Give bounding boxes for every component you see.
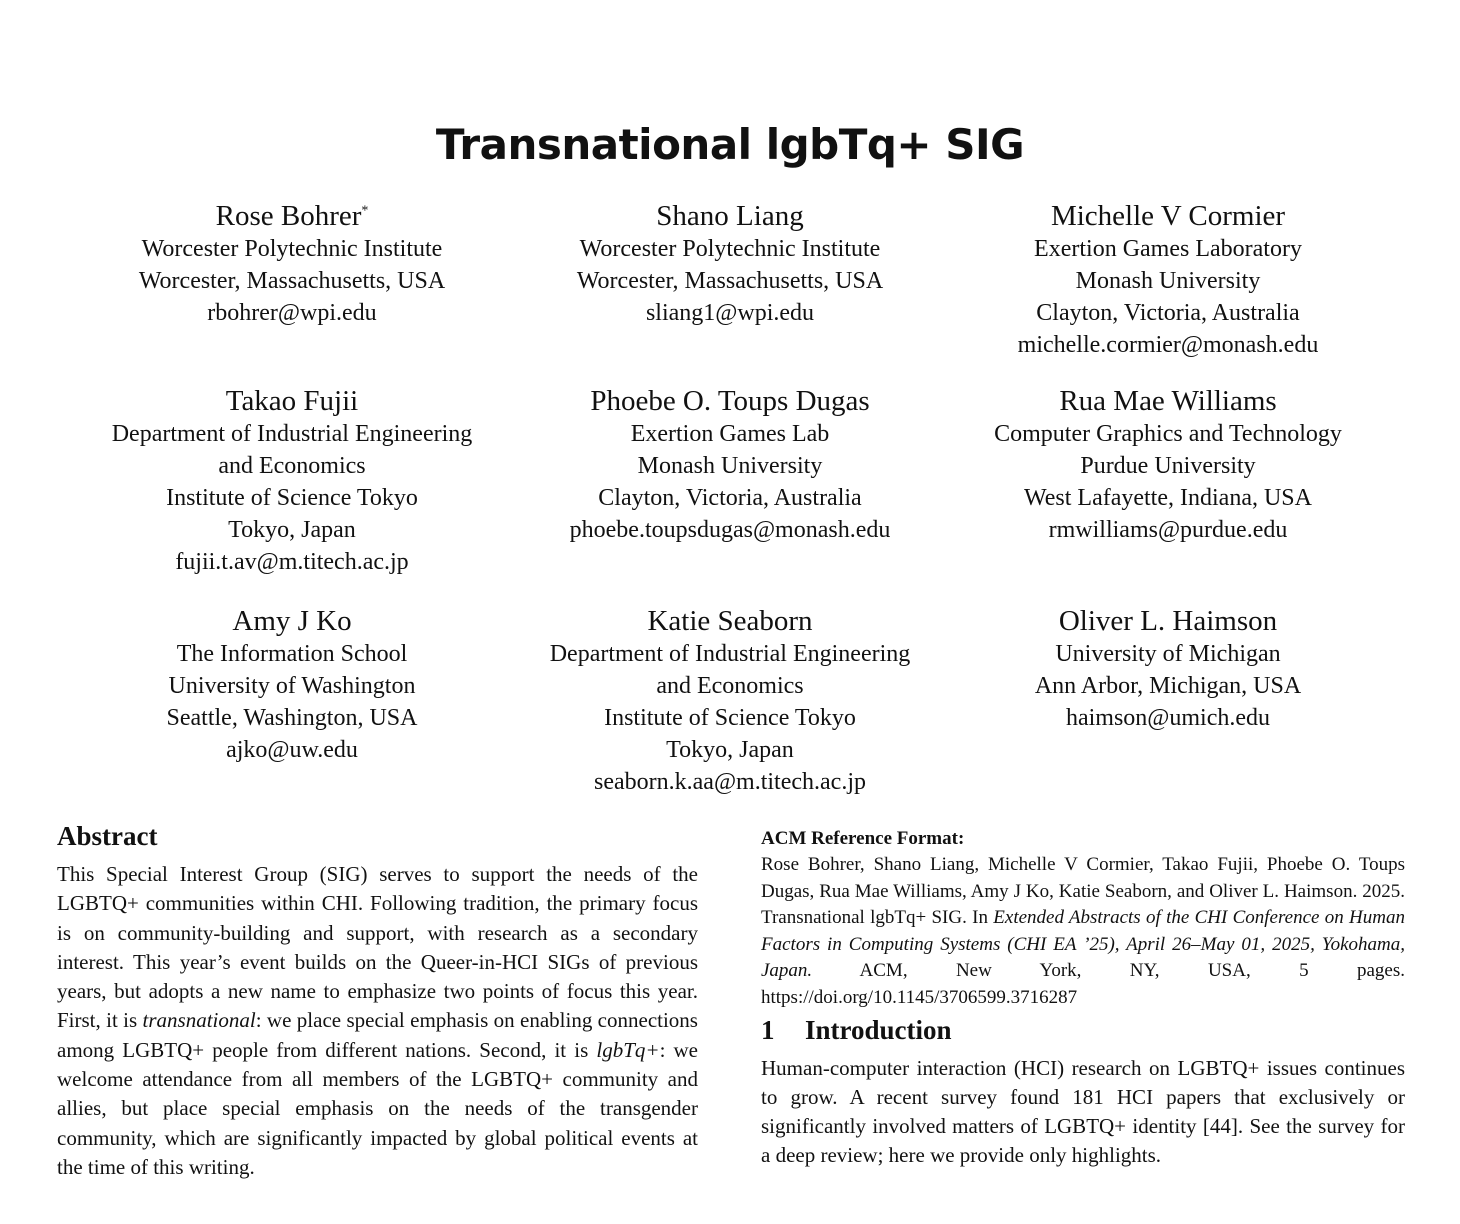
author-location: Tokyo, Japan bbox=[228, 517, 356, 543]
author-email[interactable]: sliang1@wpi.edu bbox=[645, 300, 815, 326]
author-name: Rua Mae Williams bbox=[1059, 385, 1277, 417]
author-affiliation: and Economics bbox=[656, 673, 804, 699]
author-block bbox=[510, 604, 950, 798]
section-number: 1 bbox=[761, 1014, 775, 1045]
author-affiliation: and Economics bbox=[218, 453, 366, 479]
author-name: Shano Liang bbox=[656, 200, 804, 232]
author-affiliation: Institute of Science Tokyo bbox=[604, 705, 856, 731]
author-location: Ann Arbor, Michigan, USA bbox=[1034, 673, 1302, 699]
author-location: Tokyo, Japan bbox=[666, 737, 794, 763]
author-email[interactable]: seaborn.k.aa@m.titech.ac.jp bbox=[594, 769, 866, 795]
author-affiliation: Exertion Games Laboratory bbox=[1034, 236, 1302, 262]
abstract-emphasis: transnational bbox=[142, 1008, 256, 1033]
reference-format-heading: ACM Reference Format: bbox=[761, 828, 965, 849]
author-location: Worcester, Massachusetts, USA bbox=[138, 268, 446, 294]
author-block bbox=[72, 384, 512, 578]
author-block bbox=[948, 384, 1388, 546]
author-location: Clayton, Victoria, Australia bbox=[598, 485, 862, 511]
reference-format-text: Rose Bohrer, Shano Liang, Michelle V Cormier, Takao Fujii, Phoebe O. Toups Dugas, Rua Mae Williams, Amy J Ko, Katie Seaborn, and Oliver L. Haimson. 2025. Transnational lgbTq+ SIG. In Extended Abstracts of the CHI Conference on Human Factors in Computing Systems (CHI EA ’25), April 26–May 01, 2025, Yokohama, Japan. ACM, New York, NY, USA, 5 pages. https://doi.org/10.1145/3706599.3716287 bbox=[761, 854, 1405, 1008]
author-email[interactable]: rmwilliams@purdue.edu bbox=[1048, 517, 1288, 543]
author-block bbox=[948, 199, 1388, 361]
right-column bbox=[761, 826, 1405, 1171]
reference-venue: Extended Abstracts of the CHI Conference on Human Factors in Computing Systems (CHI EA ’25), April 26–May 01, 2025, Yokohama, Japan. bbox=[761, 907, 1405, 982]
introduction-text: Human-computer interaction (HCI) research on LGBTQ+ issues continues to grow. A recent survey found 181 HCI papers that exclusively or significantly involved matters of LGBTQ+ identity [44]. See the survey for a deep review; here we provide only highlights. bbox=[761, 1055, 1405, 1168]
author-affiliation: Exertion Games Lab bbox=[630, 421, 830, 447]
abstract-heading: Abstract bbox=[57, 821, 158, 851]
author-email[interactable]: fujii.t.av@m.titech.ac.jp bbox=[175, 549, 409, 575]
author-location: West Lafayette, Indiana, USA bbox=[1024, 485, 1312, 511]
author-block bbox=[510, 199, 950, 329]
author-email[interactable]: rbohrer@wpi.edu bbox=[207, 300, 377, 326]
author-location: Clayton, Victoria, Australia bbox=[1036, 300, 1300, 326]
author-email[interactable]: michelle.cormier@monash.edu bbox=[1017, 332, 1319, 358]
author-block bbox=[948, 604, 1388, 734]
author-affiliation: University of Michigan bbox=[1055, 641, 1281, 667]
author-block bbox=[72, 604, 512, 766]
corresponding-author-marker: * bbox=[361, 203, 369, 219]
author-name: Phoebe O. Toups Dugas bbox=[590, 385, 870, 417]
introduction-heading bbox=[761, 1012, 1405, 1048]
author-name: Rose Bohrer* bbox=[215, 200, 369, 232]
author-affiliation: Monash University bbox=[637, 453, 823, 479]
author-affiliation: Institute of Science Tokyo bbox=[166, 485, 418, 511]
author-name: Michelle V Cormier bbox=[1050, 200, 1286, 232]
author-affiliation: Monash University bbox=[1075, 268, 1261, 294]
author-name: Takao Fujii bbox=[225, 385, 359, 417]
author-affiliation: Department of Industrial Engineering bbox=[111, 421, 473, 447]
author-affiliation: Department of Industrial Engineering bbox=[549, 641, 911, 667]
author-affiliation: Worcester Polytechnic Institute bbox=[141, 236, 443, 262]
section-title: Introduction bbox=[805, 1014, 952, 1045]
author-affiliation: University of Washington bbox=[168, 673, 416, 699]
author-affiliation: Computer Graphics and Technology bbox=[994, 421, 1342, 447]
author-name: Katie Seaborn bbox=[647, 605, 813, 637]
author-name: Amy J Ko bbox=[232, 605, 352, 637]
abstract-section bbox=[57, 818, 698, 1182]
author-email[interactable]: phoebe.toupsdugas@monash.edu bbox=[569, 517, 891, 543]
paper-title: Transnational lgbTq+ SIG bbox=[435, 120, 1025, 169]
author-block bbox=[72, 199, 512, 329]
author-affiliation: Purdue University bbox=[1080, 453, 1256, 479]
author-block bbox=[510, 384, 950, 546]
abstract-text: This Special Interest Group (SIG) serves to support the needs of the LGBTQ+ communities within CHI. Following tradition, the primary focus is on community-building and support, with research as a secondary interest. This year’s event builds on the Queer-in-HCI SIGs of previous years, but adopts a new name to emphasize two points of focus this year. First, it is transnational: we place special emphasis on enabling connections among LGBTQ+ people from different nations. Second, it is lgbTq+: we welcome attendance from all members of the LGBTQ+ community and allies, but place special emphasis on the needs of the transgender community, which are significantly impacted by global political events at the time of this writing. bbox=[57, 862, 698, 1179]
author-location: Worcester, Massachusetts, USA bbox=[576, 268, 884, 294]
author-email[interactable]: haimson@umich.edu bbox=[1065, 705, 1271, 731]
author-name: Oliver L. Haimson bbox=[1058, 605, 1278, 637]
author-email[interactable]: ajko@uw.edu bbox=[226, 737, 358, 763]
author-affiliation: Worcester Polytechnic Institute bbox=[579, 236, 881, 262]
abstract-emphasis: lgbTq+ bbox=[596, 1037, 660, 1062]
author-affiliation: The Information School bbox=[176, 641, 408, 667]
author-location: Seattle, Washington, USA bbox=[166, 705, 418, 731]
